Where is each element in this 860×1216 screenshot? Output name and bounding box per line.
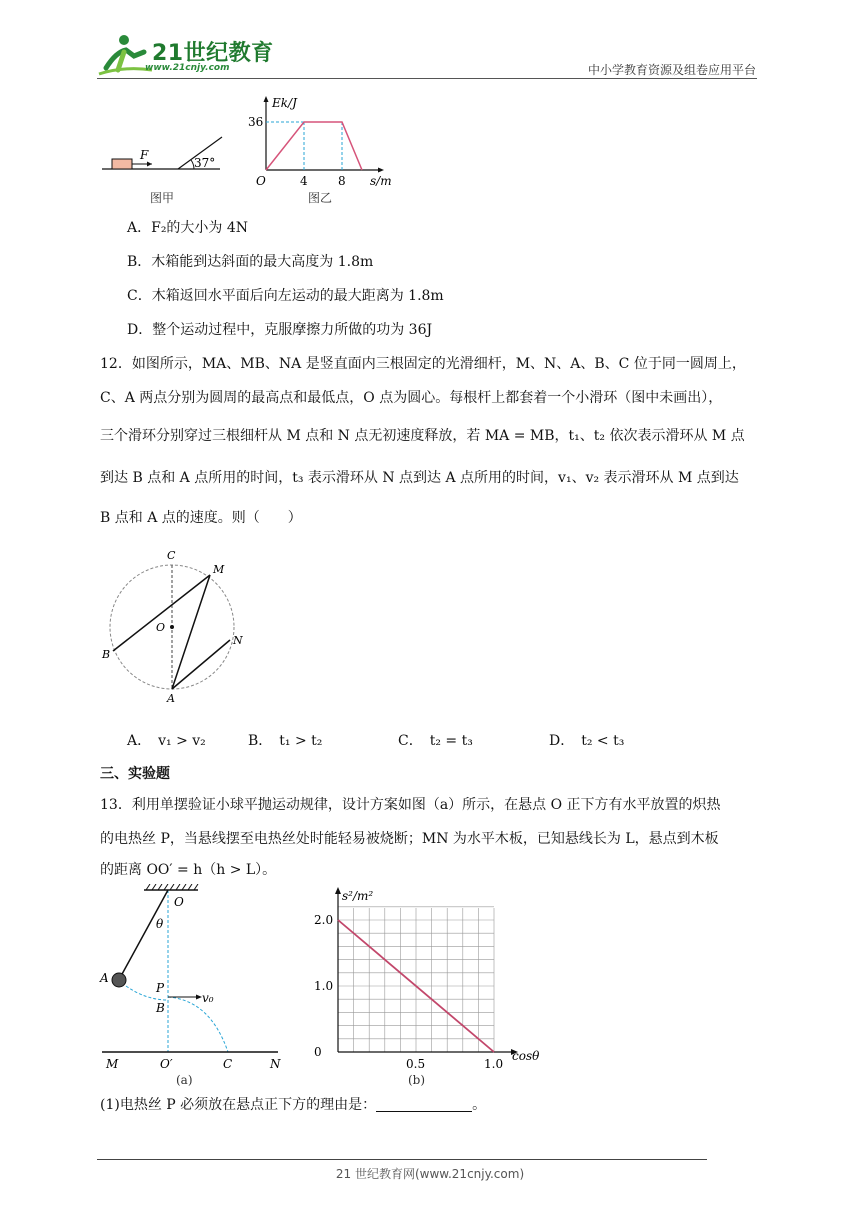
fig-a-A-label: A	[100, 971, 109, 985]
point-C-label: C	[167, 549, 176, 562]
figure-top	[98, 92, 408, 207]
header-platform-text: 中小学教育资源及组卷应用平台	[587, 63, 756, 77]
q12-option-c: C． t₂ = t₃	[398, 733, 473, 749]
q12-circle-figure	[96, 546, 256, 706]
footer-text: 21 世纪教育网(www.21cnjy.com)	[335, 1167, 525, 1181]
q13-line-3: 的距离 OO′ = h（h > L）。	[100, 862, 277, 878]
y-tick-36: 36	[248, 115, 264, 129]
origin-label: O	[256, 174, 266, 188]
q13-sub1-suffix: 。	[472, 1097, 487, 1113]
y-tick-label: 2.0	[314, 913, 334, 927]
q12-option-b: B． t₁ > t₂	[248, 733, 323, 749]
y-tick-label: 1.0	[314, 979, 334, 993]
angle-37-label: 37°	[194, 156, 216, 170]
q13-line-1: 13．利用单摆验证小球平抛运动规律，设计方案如图（a）所示，在悬点 O 正下方有水平放置的炽热	[100, 797, 721, 813]
point-A-label: A	[167, 692, 175, 705]
fig-a-theta-label: θ	[156, 917, 164, 931]
q13-sub1-prefix: (1)电热丝 P 必须放在悬点正下方的理由是：	[100, 1097, 377, 1113]
q12-line-4: 到达 B 点和 A 点所用的时间，t₃ 表示滑环从 N 点到达 A 点所用的时间，v₁、v₂ 表示滑环从 M 点到达	[100, 470, 739, 486]
header-divider	[97, 78, 757, 79]
q12-line-5: B 点和 A 点的速度。则（ ）	[100, 510, 302, 526]
answer-blank[interactable]	[376, 1097, 472, 1112]
y-tick-label: 0	[314, 1045, 322, 1059]
q11-option-b: B．木箱能到达斜面的最大高度为 1.8m	[127, 254, 374, 270]
logo-text: 21世纪教育	[152, 41, 274, 66]
chart-grid	[338, 907, 494, 1052]
x-tick-4: 4	[300, 174, 308, 188]
q11-option-a: A．F₂的大小为 4N	[127, 220, 249, 236]
q13-line-2: 的电热丝 P，当悬线摆至电热丝处时能轻易被烧断；MN 为水平木板，已知悬线长为 L，悬点到木板	[100, 831, 719, 847]
force-F-label: F	[140, 148, 149, 162]
chart-x-label: cosθ	[512, 1049, 540, 1063]
fig-a-M-label: M	[106, 1057, 119, 1071]
q12-option-a: A． v₁ > v₂	[127, 733, 206, 749]
fig-a-P-label: P	[156, 981, 165, 995]
q13-sub1	[100, 1095, 486, 1115]
point-O-label: O	[156, 621, 166, 634]
q11-option-c: C．木箱返回水平面后向左运动的最大距离为 1.8m	[127, 288, 444, 304]
q12-line-1: 12．如图所示，MA、MB、NA 是竖直面内三根固定的光滑细杆，M、N、A、B、C 位于同一圆周上，	[100, 356, 746, 372]
point-B-label: B	[102, 648, 111, 661]
figure-jia	[102, 137, 222, 205]
q12-option-d: D． t₂ < t₃	[549, 733, 625, 749]
x-tick-8: 8	[338, 174, 346, 188]
logo-url: www.21cnjy.com	[145, 63, 230, 73]
footer-divider	[97, 1159, 707, 1160]
fig-a-O-label: O	[174, 895, 184, 909]
q11-option-d: D．整个运动过程中，克服摩擦力所做的功为 36J	[127, 322, 433, 338]
point-M-label: M	[213, 563, 225, 576]
q12-line-2: C、A 两点分别为圆周的最高点和最低点，O 点为圆心。每根杆上都套着一个小滑环（图中未画出），	[100, 390, 723, 406]
q12-line-3: 三个滑环分别穿过三根细杆从 M 点和 N 点无初速度释放，若 MA = MB，t₁、t₂ 依次表示滑环从 M 点	[100, 428, 745, 444]
fig-a-O2-label: O′	[160, 1057, 173, 1071]
fig-b-caption: (b)	[408, 1073, 426, 1087]
caption-jia: 图甲	[150, 191, 175, 205]
figure-b-chart	[300, 884, 550, 1090]
fig-a-B-label: B	[156, 1001, 165, 1015]
chart-y-label: s²/m²	[342, 889, 374, 903]
s-axis-label: s/m	[370, 174, 392, 188]
caption-yi: 图乙	[308, 191, 333, 205]
figure-a-pendulum	[98, 884, 298, 1090]
x-tick-label: 0.5	[406, 1057, 426, 1071]
fig-a-caption: (a)	[176, 1073, 193, 1087]
section-heading: 三、实验题	[100, 766, 170, 782]
fig-a-C-label: C	[223, 1057, 233, 1071]
x-tick-label: 1.0	[484, 1057, 504, 1071]
fig-a-v0-label: v₀	[202, 991, 214, 1005]
point-N-label: N	[233, 634, 243, 647]
fig-a-N-label: N	[270, 1057, 281, 1071]
figure-yi	[248, 96, 392, 205]
ek-axis-label: Ek/J	[272, 96, 297, 110]
